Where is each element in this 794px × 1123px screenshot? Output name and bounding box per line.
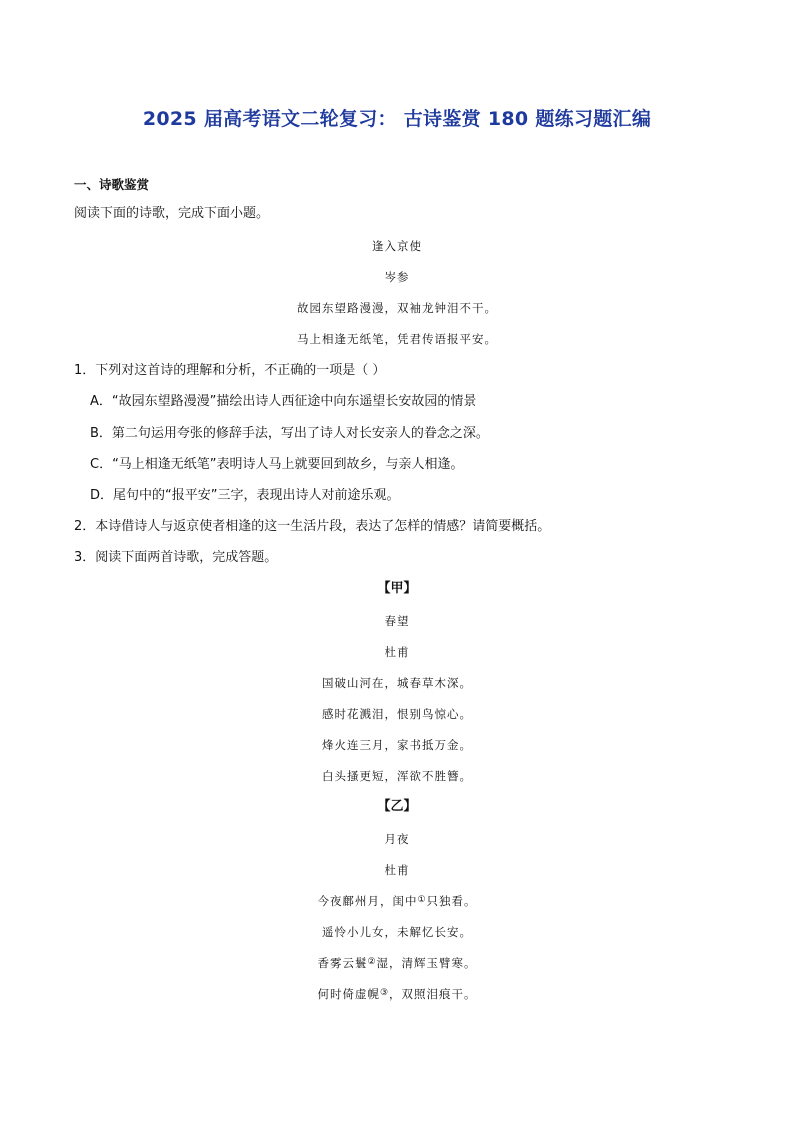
poem-yi-text: ，双照泪痕干。 [389,987,477,1001]
question-3: 3．阅读下面两首诗歌，完成答题。 [74,550,278,565]
poem-yi-line-4 [0,985,794,1005]
poem1-author: 岑参 [384,270,410,284]
footnote-marker: ① [417,895,427,905]
document-title: 2025 届高考语文二轮复习： 古诗鉴赏 180 题练习题汇编 [142,108,652,130]
poem-yi-line-3 [0,954,794,974]
poem-jia-line: 感时花溅泪，恨别鸟惊心。 [322,707,472,721]
poem-jia-line: 烽火连三月，家书抵万金。 [322,738,472,752]
poem-jia-line: 白头搔更短，浑欲不胜簪。 [322,769,472,783]
question-1-option-a: A．“故园东望路漫漫”描绘出诗人西征途中向东遥望长安故园的情景 [90,394,477,409]
poem-yi-text: 今夜鄜州月，闺中 [317,894,418,908]
poem-jia-label: 【甲】 [377,581,417,596]
question-1-option-c: C．“马上相逢无纸笔”表明诗人马上就要回到故乡，与亲人相逢。 [90,457,464,472]
footnote-marker: ③ [379,988,390,998]
poem1-line: 故园东望路漫漫，双袖龙钟泪不干。 [297,301,497,315]
section-heading: 一、诗歌鉴赏 [74,177,150,192]
question-1-stem: 1．下列对这首诗的理解和分析，不正确的一项是（ ） [74,363,386,378]
poem1-line: 马上相逢无纸笔，凭君传语报平安。 [297,332,497,346]
poem-jia-title: 春望 [384,614,410,628]
poem-yi-text: 只独看。 [426,894,477,908]
poem-yi-line-1 [0,892,794,912]
footnote-marker: ② [367,957,377,967]
poem1-title: 逢入京使 [372,239,422,253]
poem-yi-title: 月夜 [384,832,410,846]
poem-jia-line: 国破山河在，城春草木深。 [322,676,472,690]
poem-yi-label: 【乙】 [377,799,417,814]
poem-jia-author: 杜甫 [384,645,410,659]
question-2: 2．本诗借诗人与返京使者相逢的这一生活片段，表达了怎样的情感？请简要概括。 [74,519,551,534]
poem-yi-text: 湿，清辉玉臂寒。 [376,956,477,970]
reading-instruction: 阅读下面的诗歌，完成下面小题。 [74,206,270,221]
poem-yi-line-2: 遥怜小儿女，未解忆长安。 [322,925,472,939]
question-1-option-d: D．尾句中的“报平安”三字，表现出诗人对前途乐观。 [90,488,400,503]
poem-yi-text: 何时倚虚幌 [317,987,380,1001]
poem-yi-author: 杜甫 [384,863,410,877]
question-1-option-b: B．第二句运用夸张的修辞手法，写出了诗人对长安亲人的眷念之深。 [90,426,489,441]
poem-yi-text: 香雾云鬟 [317,956,368,970]
